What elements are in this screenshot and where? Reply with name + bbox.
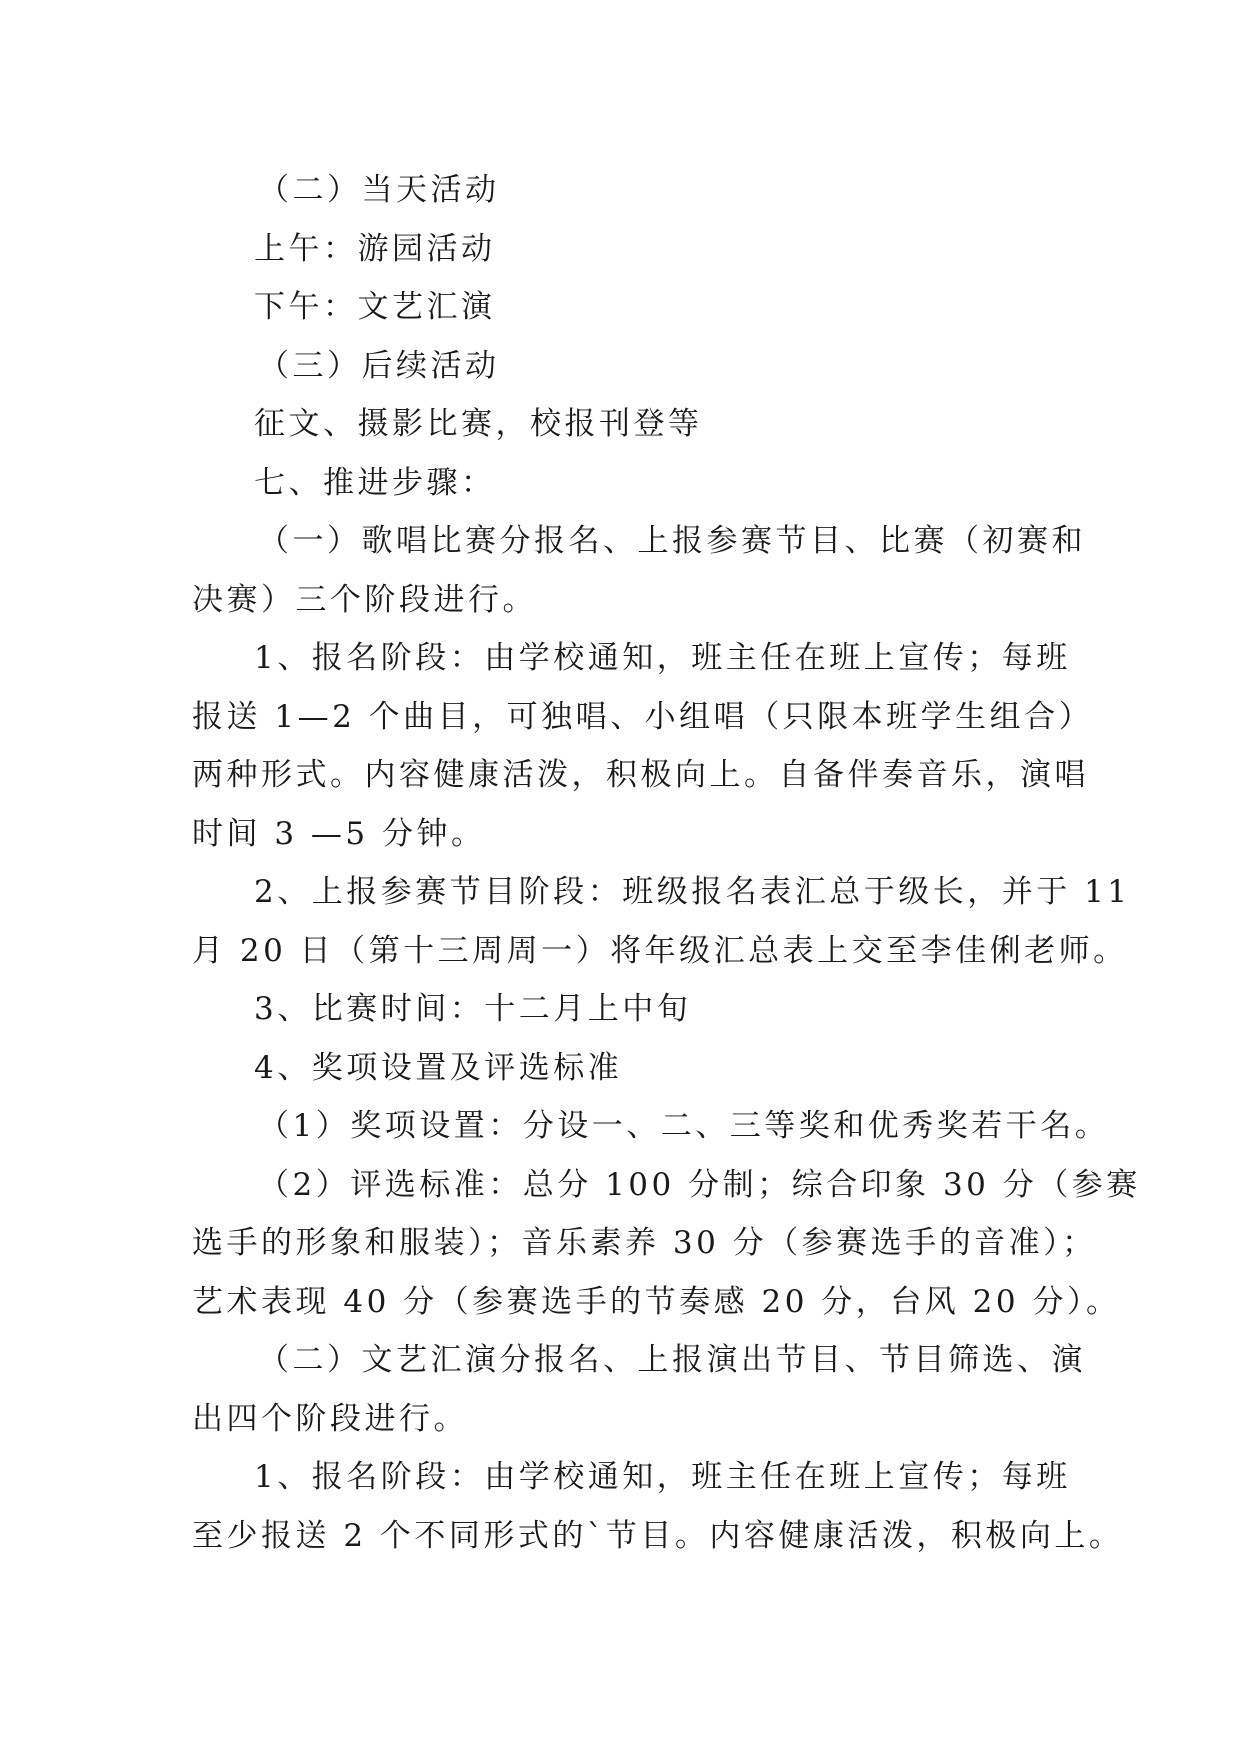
paragraph-line: 出四个阶段进行。 — [192, 1400, 468, 1437]
paragraph-line: 下午：文艺汇演 — [254, 289, 496, 325]
paragraph-line: 1、报名阶段：由学校通知，班主任在班上宣传；每班 — [254, 640, 1071, 676]
paragraph-line: 征文、摄影比赛，校报刊登等 — [254, 406, 703, 442]
paragraph-line: 月 20 日（第十三周周一）将年级汇总表上交至李佳俐老师。 — [192, 932, 1128, 969]
subheading-followup: （三）后续活动 — [258, 347, 500, 384]
paragraph-line: （1）奖项设置：分设一、二、三等奖和优秀奖若干名。 — [258, 1108, 1110, 1144]
paragraph-line: 2、上报参赛节目阶段：班级报名表汇总于级长，并于 11 — [254, 874, 1131, 910]
paragraph-line: 选手的形象和服装）；音乐素养 30 分（参赛选手的音准）； — [192, 1225, 1097, 1261]
paragraph-line: 至少报送 2 个不同形式的`节目。内容健康活泼，积极向上。 — [192, 1517, 1124, 1554]
paragraph-line: 艺术表现 40 分（参赛选手的节奏感 20 分，台风 20 分）。 — [192, 1283, 1121, 1320]
paragraph-line: 3、比赛时间：十二月上中旬 — [254, 991, 692, 1027]
paragraph-line: 决赛）三个阶段进行。 — [192, 581, 537, 618]
paragraph-line: 时间 3 —5 分钟。 — [192, 815, 486, 852]
subheading-activities-day: （二）当天活动 — [258, 172, 500, 208]
paragraph-line: 4、奖项设置及评选标准 — [254, 1049, 623, 1086]
section-heading-steps: 七、推进步骤： — [254, 464, 496, 501]
paragraph-line: 两种形式。内容健康活泼，积极向上。自备伴奏音乐，演唱 — [192, 757, 1089, 793]
paragraph-line: （二）文艺汇演分报名、上报演出节目、节目筛选、演 — [258, 1342, 1086, 1378]
paragraph-line: （一）歌唱比赛分报名、上报参赛节目、比赛（初赛和 — [258, 523, 1086, 559]
paragraph-line: 1、报名阶段：由学校通知，班主任在班上宣传；每班 — [254, 1459, 1071, 1495]
paragraph-line: 上午：游园活动 — [254, 230, 496, 267]
paragraph-line: 报送 1—2 个曲目，可独唱、小组唱（只限本班学生组合） — [192, 698, 1094, 735]
paragraph-line: （2）评选标准：总分 100 分制；综合印象 30 分（参赛 — [258, 1166, 1141, 1203]
